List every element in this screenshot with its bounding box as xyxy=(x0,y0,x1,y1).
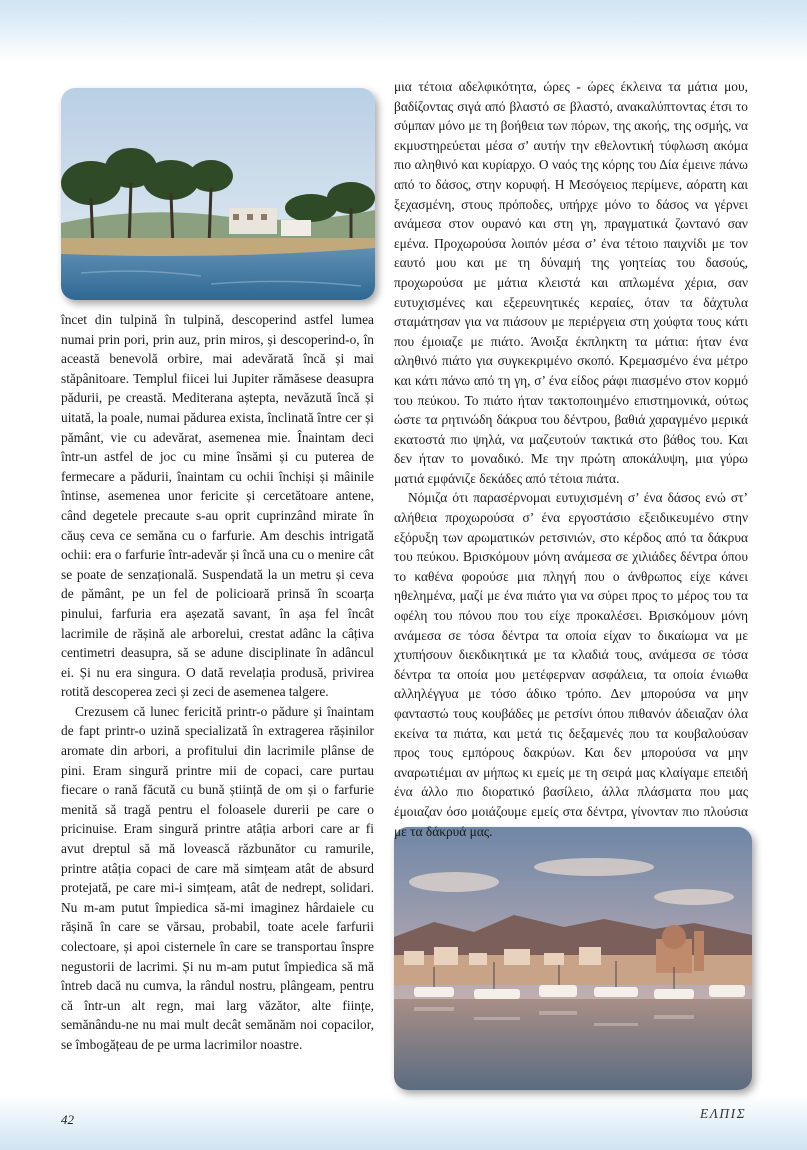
header-band xyxy=(0,0,807,62)
right-paragraph-1: μια τέτοια αδελφικότητα, ώρες - ώρες έκλεινα τα μάτια μου, βαδίζοντας σιγά από βλαστό σε βλαστό, ανακαλύπτοντας έτσι το σύμπαν μόνο με τη βοήθεια των πόρων, της ακοής, της οσμής, να εκμυστηρεύεται μέσα σ’ αυτήν την εθελοντική τύφλωση ακόμα πιο αληθινό και κυρίαρχο. Ο ναός της κόρης του Δία έμεινε πάνω από το δάσος, στην κορυφή. Η Μεσόγειος περίμενε, αόρατη και ξεχασμένη, στους πρόποδες, υπήρχε μόνο το δάσος να γέρνει ανάμεσα στον ουρανό και στη γη, πραγματικά ζωντανό σαν εμένα. Προχωρούσα λοιπόν μέσα σ’ ένα τέτοιο παιχνίδι με τον εαυτό μου και με τη δύναμή της γοητείας του δασούς, προχωρούσα με μάτια κλειστά και απλωμένα χέρια, σαν ευτυχισμένες και εξερευνητικές κεραίες, όταν τα δάχτυλα σταμάτησαν για να πιάσουν με περιέργεια στη χούφτα τους κάτι που έμοιαζε με πιάτο. Άνοιξα έκπληκτη τα μάτια: ήταν ένα αληθινό πιάτο για συγκεκριμένο σκοπό. Κρεμασμένο ένα μέτρο και κάτι πάνω από τη γη, σ’ ένα είδος ράφι πιασμένο στον κορμό του πεύκου. Το πιάτο ήταν τακτοποιημένο επιστημονικά, ούτως ώστε τα ρητινώδη δάκρυα του δέντρου, βαθιά χαραγμένο μερικά εκατοστά πιο ψηλά, να μαζευτούν τακτικά στο βάθος του. Και δεν ήταν το μοναδικό. Με την πρώτη αποκάλυψη, μια γύρω ματιά εμφάνιζε δεκάδες από τέτοια πιάτα. xyxy=(394,79,748,486)
harbor-sunset-photo xyxy=(394,827,752,1090)
left-column xyxy=(61,310,374,1055)
magazine-name: ΕΛΠΙΣ xyxy=(700,1106,747,1121)
right-column xyxy=(394,77,748,841)
right-paragraph-2: Νόμιζα ότι παρασέρνομαι ευτυχισμένη σ’ ένα δάσος ενώ στ’ αλήθεια προχωρούσα σ’ ένα εργοστάσιο εξειδικευμένο στην εξόρυξη των αρωματικών ρετσινιών, στο κέρδος από τα δάκρυα του πεύκου. Βρισκόμουν μόνη ανάμεσα σε χιλιάδες δέντρα όπου το καθένα φορούσε μια πληγή που ο άνθρωπος είχε κάνει ηθελημένα, μαζί με ένα πιάτο για να σύρει προς το μέρος του τα οφέλη του πόνου που του είχε προκαλέσει. Βρισκόμουν μόνη ανάμεσα σε τόσα δέντρα τα οποία είχαν το δικαίωμα να με χτυπήσουν διεκδικητικά με τα κλαδιά τους, ανάμεσα σε τόσα δέντρα τα οποία μου μετέφερναν ασφάλεια, τα οποία ένιωθα αλληλέγγυα με τόσο άδικο τρόπο. Δεν μπορούσα να μην φανταστώ τους κουβάδες με ρετσίνι όπου πιθανόν άδειαζαν όλα εκείνα τα πιάτα, και μετά τις δεξαμενές που τα κουβαλούσαν προς τους εμπόρους δακρύων. Και δεν μπορούσα να μην αναρωτιέμαι αν μήπως κι εμείς με τη σειρά μας κλαίγαμε επειδή ένα άλλο πιο διορατικό βασίλειο, άλλα πλάσματα που μας έμοιαζαν όσο μοιάζουμε εμείς στα δέντρα, γίνονταν πιο πλούσια με τα δάκρυά μας. xyxy=(394,490,748,839)
left-paragraph-2: Crezusem că lunec fericită printr-o pădure și înaintam de fapt printr-o uzină specializată în extragerea rășinilor aromate din arbori, a profitului din lacrimile plânse de pini. Eram singură printre mii de copaci, care purtau fiecare o rană făcută cu bună știință de om și o farfurie menită să tragă pentru el foloasele durerii pe care o pricinuise. Eram singură printre atâția arbori care ar fi avut dreptul să mă lovească răzbunător cu ramurile, printre atâția copaci de care mă simțeam atât de absurd protejată, pe care mi-i simțeam, atât de nedrept, solidari. Nu m-am putut împiedica să-mi imaginez hârdaiele cu rășină în care se vărsau, probabil, toate acele farfurii colectoare, și apoi cisternele în care se transportau înspre negustorii de lacrimi. Și nu m-am putut împiedica să mă întreb dacă nu cumva, la rândul nostru, plângeam, pentru că într-un alt regn, mai larg văzător, alte ființe, semănându-ne nu mai mult decât semănăm noi copacilor, se îmbogățeau de pe urma lacrimilor noastre. xyxy=(61,703,374,1052)
left-paragraph-1: încet din tulpină în tulpină, descoperind astfel lumea numai prin pori, prin auz, prin miros, și descoperind-o, în această benevolă orbire, mai adevărată încă și mai stăpânitoare. Templul fiicei lui Jupiter rămăsese deasupra pădurii, pe creastă. Mediterana aștepta, nevăzută încă și uitată, la poale, numai pădurea exista, înclinată între cer și pământ, vie cu adevărat, asemenea mie. Înaintam deci într-un astfel de joc cu mine însămi și cu puterea de fermecare a pădurii, înaintam cu ochii închiși și mâinile întinse, asemenea unor fericite și cercetătoare antene, când degetele precaute s-au oprit cuprinzând mirate în căuș ceva ce semăna cu o farfurie. Am deschis intrigată ochii: era o farfurie într-adevăr și încă una cu o menire cât se poate de senzațională. Suspendată la un metru și ceva de pământ, pe un fel de policioară prinsă în scoarța pinului, farfuria era așezată savant, în așa fel încât lacrimile de rășină ale arborelui, crestat adânc la câțiva centimetri deasupra, să se adune disciplinate în adâncul ei. Și nu era singura. O dată revelația produsă, privirea rotită descoperea zeci și zeci de asemenea talgere. xyxy=(61,312,374,700)
footer-band xyxy=(0,1095,807,1150)
page-number: 42 xyxy=(61,1112,74,1127)
seafront-palms-photo xyxy=(61,88,375,300)
